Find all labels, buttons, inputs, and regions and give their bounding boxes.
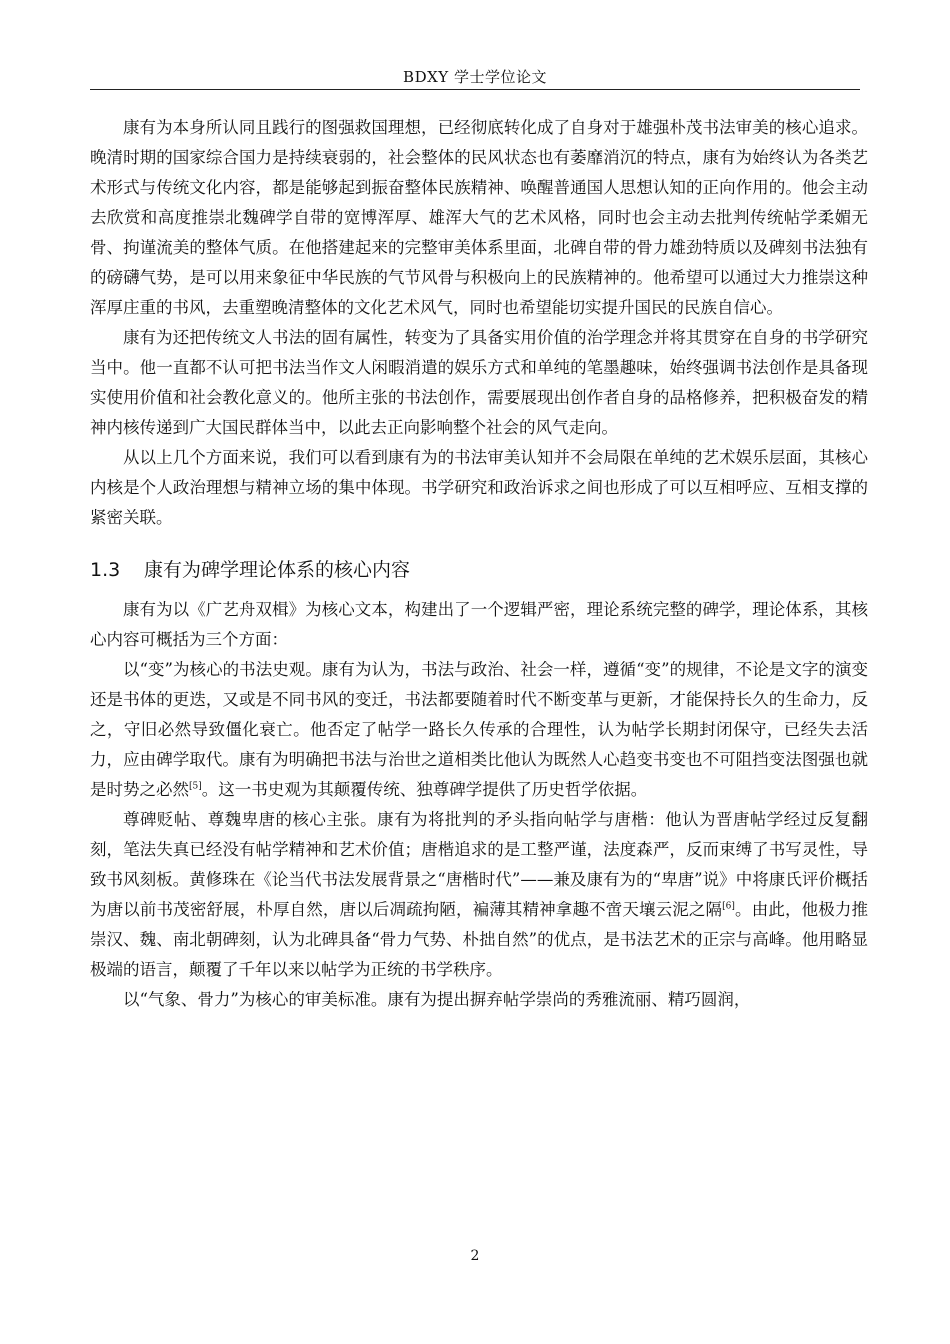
paragraph-2: 康有为还把传统文人书法的固有属性，转变为了具备实用价值的治学理念并将其贯穿在自身的书学研究当中。他一直都不认可把书法当作文人闲暇消遣的娱乐方式和单纯的笔墨趣味，始终强调书法创作是具备现实使用价值和社会教化意义的。他所主张的书法创作，需要展现出创作者自身的品格修养，把积极奋发的精神内核传递到广大国民群体当中，以此去正向影响整个社会的风气走向。 bbox=[90, 328, 868, 437]
citation-ref-5[interactable]: [5] bbox=[189, 781, 202, 792]
paragraph-5-tail: 。这一书史观为其颠覆传统、独尊碑学提供了历史哲学依据。 bbox=[201, 780, 648, 799]
paragraph-3: 从以上几个方面来说，我们可以看到康有为的书法审美认知并不会局限在单纯的艺术娱乐层面，其核心内核是个人政治理想与精神立场的集中体现。书学研究和政治诉求之间也形成了可以互相呼应、互相支撑的紧密关联。 bbox=[90, 448, 868, 527]
paragraph-5 bbox=[90, 655, 868, 805]
section-number: 1.3 bbox=[90, 559, 121, 581]
running-header: BDXY 学士学位论文 bbox=[403, 68, 547, 86]
page-number: 2 bbox=[470, 1248, 480, 1264]
paragraph-6 bbox=[90, 805, 868, 985]
body-text bbox=[90, 113, 868, 1015]
paragraph-7: 以“气象、骨力”为核心的审美标准。康有为提出摒弃帖学崇尚的秀雅流丽、精巧圆润， bbox=[123, 990, 751, 1009]
paragraph-4: 康有为以《广艺舟双楫》为核心文本，构建出了一个逻辑严密，理论系统完整的碑学，理论体系，其核心内容可概括为三个方面： bbox=[90, 600, 868, 649]
paragraph-5-text: 以“变”为核心的书法史观。康有为认为，书法与政治、社会一样，遵循“变”的规律，不论是文字的演变还是书体的更迭，又或是不同书风的变迁，书法都要随着时代不断变革与更新，才能保持长久的生命力，反之，守旧必然导致僵化衰亡。他否定了帖学一路长久传承的合理性，认为帖学长期封闭保守，已经失去活力，应由碑学取代。康有为明确把书法与治世之道相类比他认为既然人心趋变书变也不可阻挡变法图强也就是时势之必然 bbox=[90, 660, 868, 799]
citation-ref-6[interactable]: [6] bbox=[722, 901, 735, 912]
paragraph-1: 康有为本身所认同且践行的图强救国理想，已经彻底转化成了自身对于雄强朴茂书法审美的核心追求。晚清时期的国家综合国力是持续衰弱的，社会整体的民风状态也有萎靡消沉的特点，康有为始终认为各类艺术形式与传统文化内容，都是能够起到振奋整体民族精神、唤醒普通国人思想认知的正向作用的。他会主动去欣赏和高度推崇北魏碑学自带的宽博浑厚、雄浑大气的艺术风格，同时也会主动去批判传统帖学柔媚无骨、拘谨流美的整体气质。在他搭建起来的完整审美体系里面，北碑自带的骨力雄劲特质以及碑刻书法独有的磅礴气势，是可以用来象征中华民族的气节风骨与积极向上的民族精神的。他希望可以通过大力推崇这种浑厚庄重的书风，去重塑晚清整体的文化艺术风气，同时也希望能切实提升国民的民族自信心。 bbox=[90, 118, 868, 317]
section-heading bbox=[90, 551, 868, 589]
section-title: 康有为碑学理论体系的核心内容 bbox=[144, 559, 411, 581]
paragraph-6-text: 尊碑贬帖、尊魏卑唐的核心主张。康有为将批判的矛头指向帖学与唐楷：他认为晋唐帖学经过反复翻刻，笔法失真已经没有帖学精神和艺术价值；唐楷追求的是工整严谨，法度森严，反而束缚了书写灵性，导致书风刻板。黄修珠在《论当代书法发展背景之“唐楷时代”——兼及康有为的“卑唐”说》中将康氏评价概括为唐以前书茂密舒展，朴厚自然，唐以后凋疏拘陋，褊薄其精神拿趣不啻天壤云泥之隔 bbox=[90, 810, 868, 919]
header-rule bbox=[90, 89, 860, 90]
paragraph-6-tail: 。由此，他极力推崇汉、魏、南北朝碑刻，认为北碑具备“骨力气势、朴拙自然”的优点，是书法艺术的正宗与高峰。他用略显极端的语言，颠覆了千年以来以帖学为正统的书学秩序。 bbox=[90, 900, 869, 979]
